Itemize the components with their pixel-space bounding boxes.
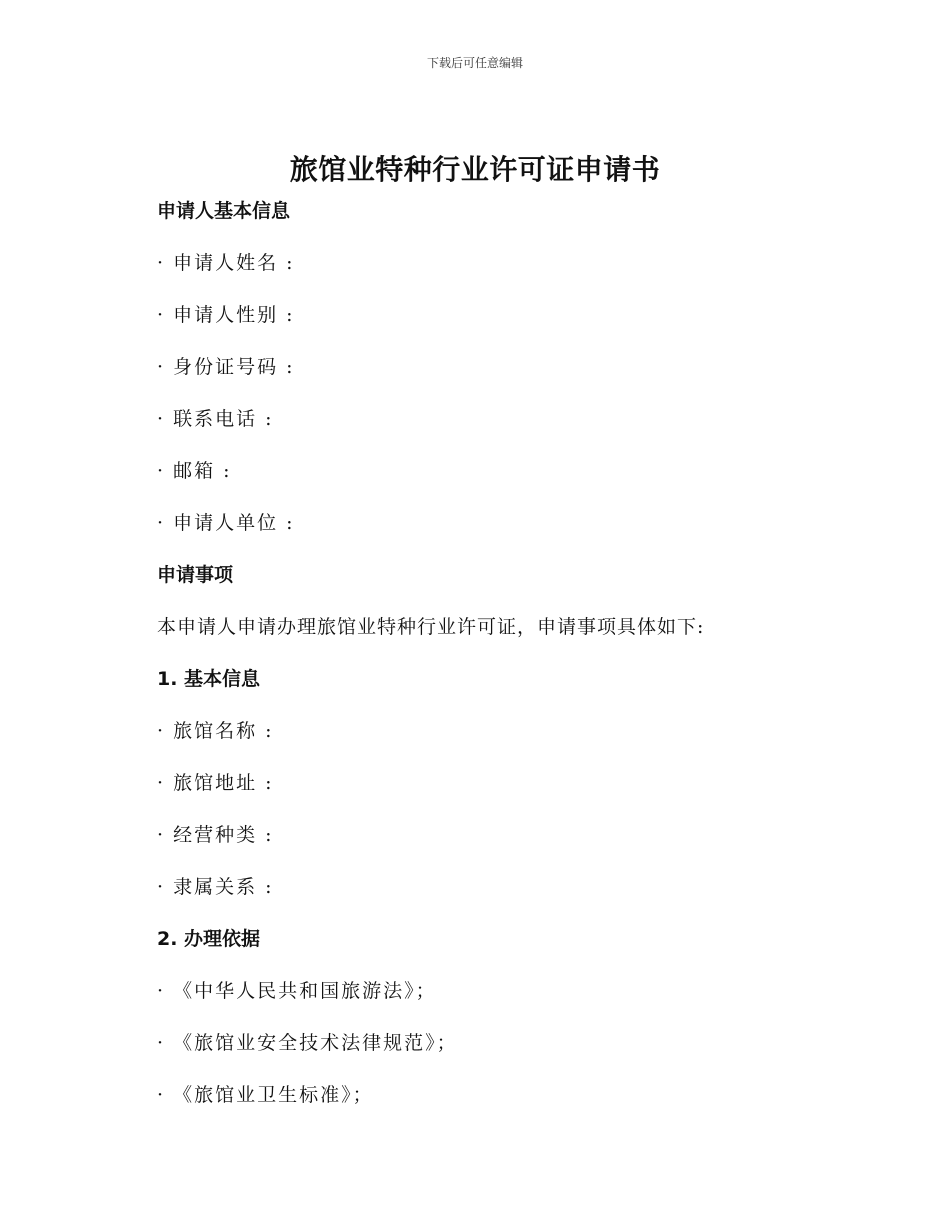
phone-field: · 联系电话 :	[157, 408, 274, 430]
hotel-address-field: · 旅馆地址 :	[157, 772, 274, 794]
applicant-section-heading: 申请人基本信息	[157, 200, 291, 222]
header-note: 下载后可任意编辑	[426, 56, 523, 70]
document-title: 旅馆业特种行业许可证申请书	[289, 153, 661, 186]
basic-info-heading: 1. 基本信息	[157, 668, 261, 690]
basis-item-hygiene-standard: · 《旅馆业卫生标准》；	[157, 1084, 374, 1106]
basis-heading: 2. 办理依据	[157, 928, 261, 950]
applicant-name-field: · 申请人姓名 :	[157, 252, 295, 274]
business-type-field: · 经营种类 :	[157, 824, 274, 846]
application-intro: 本申请人申请办理旅馆业特种行业许可证，申请事项具体如下:	[157, 616, 705, 638]
document-body	[157, 196, 797, 1132]
basis-item-tourism-law: · 《中华人民共和国旅游法》；	[157, 980, 437, 1002]
applicant-gender-field: · 申请人性别 :	[157, 304, 295, 326]
affiliation-field: · 隶属关系 :	[157, 876, 274, 898]
email-field: · 邮箱 :	[157, 460, 232, 482]
application-section-heading: 申请事项	[157, 564, 234, 586]
basis-item-safety-regulations: · 《旅馆业安全技术法律规范》；	[157, 1032, 458, 1054]
id-number-field: · 身份证号码 :	[157, 356, 295, 378]
applicant-organization-field: · 申请人单位 :	[157, 512, 295, 534]
hotel-name-field: · 旅馆名称 :	[157, 720, 274, 742]
